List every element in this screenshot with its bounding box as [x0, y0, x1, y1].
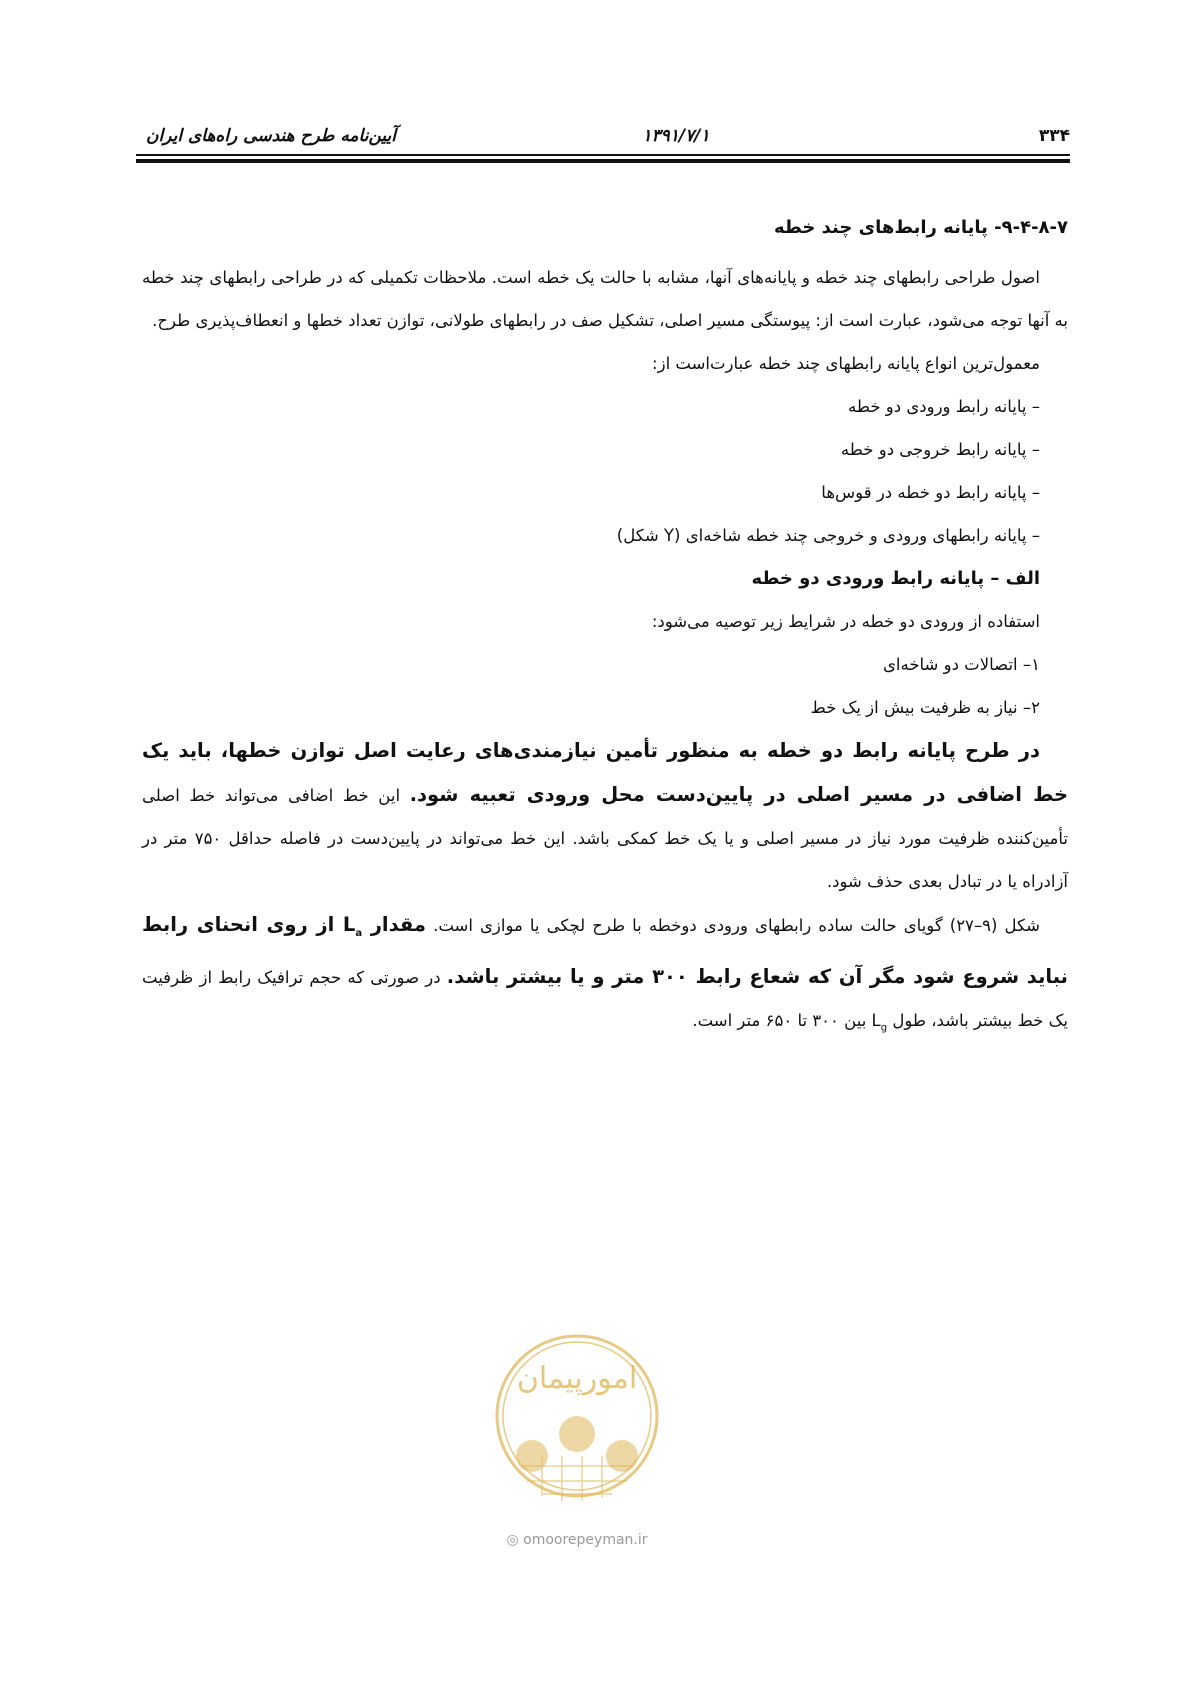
list-item: ۲– نیاز به ظرفیت بیش از یک خط [810, 698, 1040, 717]
header-rule-thick [136, 159, 1070, 163]
bold-text-rest: از روی انحنای رابط نباید شروع شود مگر آن که شعاع رابط ۳۰۰ متر و یا بیشتر باشد. [142, 913, 1068, 988]
list-item: – پایانه رابط خروجی دو خطه [840, 440, 1040, 459]
plain-text: شکل (۹–۲۷) گویای حالت ساده رابطهای ورودی دوخطه با طرح لچکی یا موازی است. [426, 916, 1040, 935]
header-date: ۱۳۹۱/۷/۱ [642, 126, 710, 146]
list-item: – پایانه رابط دو خطه در قوس‌ها [821, 483, 1040, 502]
subheading-two-lane-entrance: الف – پایانه رابط ورودی دو خطه [751, 568, 1040, 589]
list-item: – پایانه رابطهای ورودی و خروجی چند خطه شاخه‌ای (Y شکل) [616, 526, 1040, 545]
subscript-a: a [355, 927, 363, 939]
page-header [136, 126, 1070, 156]
bold-symbol: مقدار L [342, 913, 426, 936]
header-rule-thin [136, 154, 1070, 156]
bold-text: در طرح پایانه رابط دو خطه به منظور تأمین نیازمندی‌های رعایت اصل توازن خطها، باید یک خط اضافی در مسیر اصلی در پایین‌دست محل ورودی تعبیه شود. [142, 739, 1068, 806]
section-content [142, 212, 1068, 1049]
plain-text: در صورتی که حجم ترافیک رابط از ظرفیت یک خط بیشتر باشد، طول L [142, 967, 1068, 1030]
book-title: آیین‌نامه طرح هندسی راه‌های ایران [146, 126, 396, 146]
section-heading: ۹-۴-۸-۷- پایانه رابط‌های چند خطه [773, 217, 1068, 238]
list-item: – پایانه رابط ورودی دو خطه [847, 397, 1040, 416]
plain-text: بین ۳۰۰ تا ۶۵۰ متر است. [692, 1010, 872, 1030]
types-intro: معمول‌ترین انواع پایانه رابطهای چند خطه عبارت‌است از: [652, 354, 1040, 373]
paragraph-principles: اصول طراحی رابطهای چند خطه و پایانه‌های آنها، مشابه با حالت یک خطه است. ملاحظات تکمیلی که در طراحی رابطهای چند خطه به آنها توجه می‌شود، عبارت است از: پیوستگی مسیر اصلی، تشکیل صف در رابطهای طولانی، توازن تعداد خطها و انعطاف‌پذیری طرح. [142, 268, 1068, 330]
logo-text: امورپیمان [516, 1361, 638, 1396]
page-number: ۳۳۴ [1038, 126, 1070, 146]
subscript-g: g [880, 1022, 888, 1034]
plain-text: این خط اضافی می‌تواند خط اصلی تأمین‌کننده ظرفیت مورد نیاز در مسیر اصلی و یا یک خط کمکی باشد. این خط می‌تواند در پایین‌دست در فاصله حداقل ۷۵۰ متر در آزادراه یا در تبادل بعدی حذف شود. [142, 786, 1068, 891]
paragraph-figure-ref [142, 903, 1068, 1049]
paragraph-lane-balance [142, 729, 1068, 903]
list-item: ۱– اتصالات دو شاخه‌ای [882, 655, 1040, 674]
watermark-logo [492, 1316, 662, 1516]
conditions-intro: استفاده از ورودی دو خطه در شرایط زیر توصیه می‌شود: [651, 612, 1040, 631]
site-url: omoorepeyman.ir [523, 1532, 648, 1548]
watermark-site: ◎ omoorepeyman.ir [506, 1532, 648, 1548]
